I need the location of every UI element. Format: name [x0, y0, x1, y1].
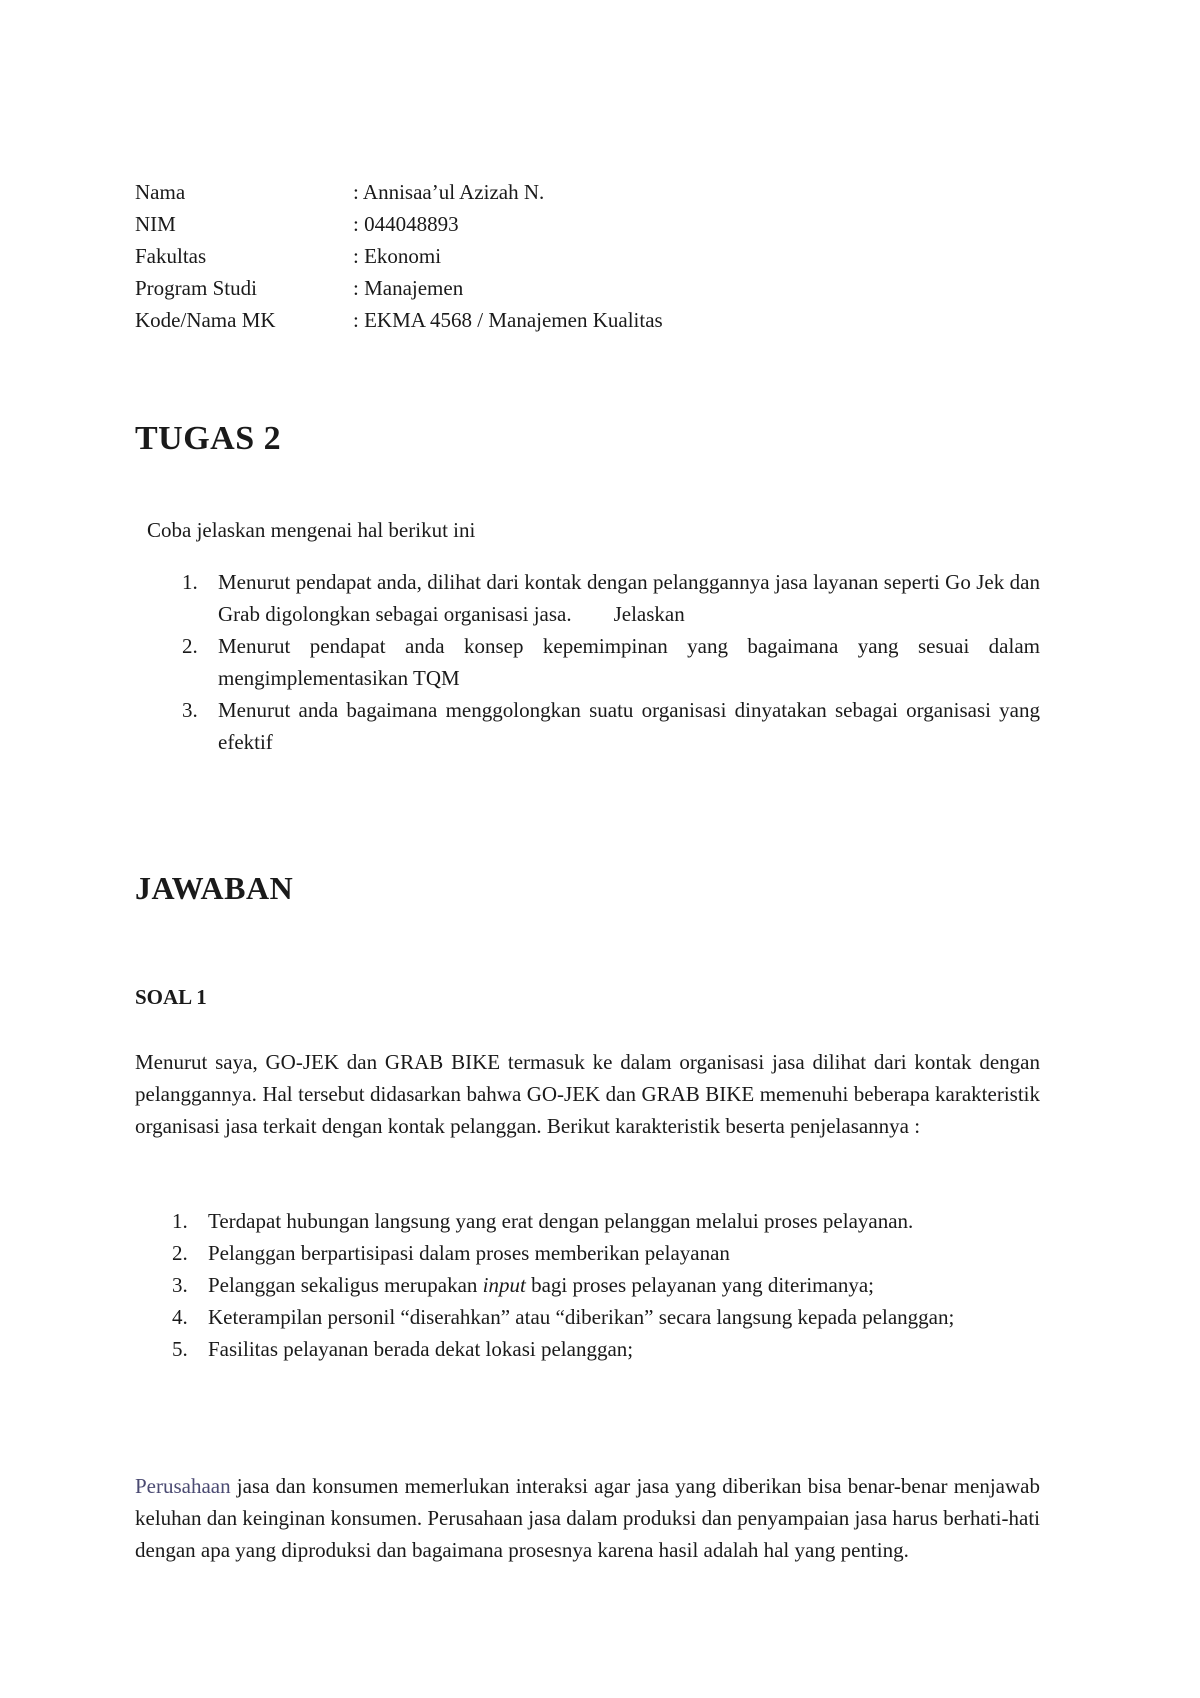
list-number: 5.: [172, 1337, 188, 1361]
paragraph-rest: jasa dan konsumen memerlukan interaksi agar jasa yang diberikan bisa benar-benar menjawab keluhan dan keinginan konsumen. Perusahaan jasa dalam produksi dan penyampaian jasa harus berhati-hati dengan apa yang diproduksi dan bagaimana prosesnya karena hasil adalah hal yang penting.: [135, 1474, 1040, 1562]
characteristic-text: [208, 1269, 1040, 1301]
list-item: [160, 1269, 1040, 1301]
jawaban-title: JAWABAN: [135, 870, 294, 906]
characteristic-emphasis: input: [482, 1273, 526, 1297]
characteristic-text: Fasilitas pelayanan berada dekat lokasi pelanggan;: [208, 1337, 634, 1361]
characteristic-list: [160, 1205, 1040, 1365]
list-item: [160, 1205, 1040, 1237]
list-item: [160, 1237, 1040, 1269]
identity-row-program-studi: [135, 272, 663, 304]
characteristic-text-part: bagi proses pelayanan yang diterimanya;: [525, 1273, 874, 1297]
list-item: [160, 1333, 1040, 1365]
identity-table: [135, 176, 663, 336]
identity-label: NIM: [135, 212, 176, 236]
identity-value: : Ekonomi: [353, 244, 442, 268]
question-text: Menurut pendapat anda konsep kepemimpinan yang bagaimana yang sesuai dalam mengimplementasikan TQM: [218, 634, 1040, 690]
identity-row-kode-mk: [135, 304, 663, 336]
list-item: [170, 630, 1040, 694]
list-item: [170, 694, 1040, 758]
identity-value: : EKMA 4568 / Manajemen Kualitas: [353, 308, 663, 332]
identity-label: Fakultas: [135, 244, 207, 268]
identity-row-fakultas: [135, 240, 663, 272]
list-item: [170, 566, 1046, 630]
identity-row-nim: [135, 208, 663, 240]
list-number: 3.: [182, 698, 198, 722]
list-number: 2.: [182, 634, 198, 658]
list-number: 4.: [172, 1305, 188, 1329]
identity-value: : 044048893: [353, 212, 459, 236]
question-text: Menurut pendapat anda, dilihat dari kontak dengan pelanggannya jasa layanan seperti Go Jek dan Grab digolongkan sebagai organisasi jasa. Jelaskan: [218, 570, 1046, 626]
list-number: 3.: [172, 1273, 188, 1297]
list-item: [160, 1301, 1040, 1333]
characteristic-text: Pelanggan berpartisipasi dalam proses memberikan pelayanan: [208, 1241, 730, 1265]
identity-value: : Manajemen: [353, 276, 464, 300]
list-number: 1.: [182, 570, 198, 594]
question-text: Menurut anda bagaimana menggolongkan suatu organisasi dinyatakan sebagai organisasi yang efektif: [218, 698, 1040, 754]
list-number: 2.: [172, 1241, 188, 1265]
characteristic-text: Terdapat hubungan langsung yang erat dengan pelanggan melalui proses pelayanan.: [208, 1209, 914, 1233]
identity-row-nama: [135, 176, 663, 208]
identity-label: Nama: [135, 180, 186, 204]
characteristic-text: Keterampilan personil “diserahkan” atau “diberikan” secara langsung kepada pelanggan;: [208, 1305, 955, 1329]
tugas-intro: Coba jelaskan mengenai hal berikut ini: [147, 518, 476, 542]
soal-title: SOAL 1: [135, 985, 207, 1009]
identity-label: Kode/Nama MK: [135, 308, 276, 332]
characteristic-text-part: Pelanggan sekaligus merupakan: [208, 1273, 483, 1297]
answer-paragraph-2: [135, 1470, 1040, 1566]
paragraph-lead-word: Perusahaan: [135, 1474, 231, 1498]
answer-paragraph: Menurut saya, GO-JEK dan GRAB BIKE termasuk ke dalam organisasi jasa dilihat dari kontak dengan pelanggannya. Hal tersebut didasarkan bahwa GO-JEK dan GRAB BIKE memenuhi beberapa karakteristik organisasi jasa terkait dengan kontak pelanggan. Berikut karakteristik beserta penjelasannya :: [135, 1050, 1040, 1138]
identity-value: : Annisaa’ul Azizah N.: [353, 180, 545, 204]
tugas-title: TUGAS 2: [135, 420, 282, 457]
question-list: [170, 566, 1046, 758]
list-number: 1.: [172, 1209, 188, 1233]
identity-label: Program Studi: [135, 276, 257, 300]
